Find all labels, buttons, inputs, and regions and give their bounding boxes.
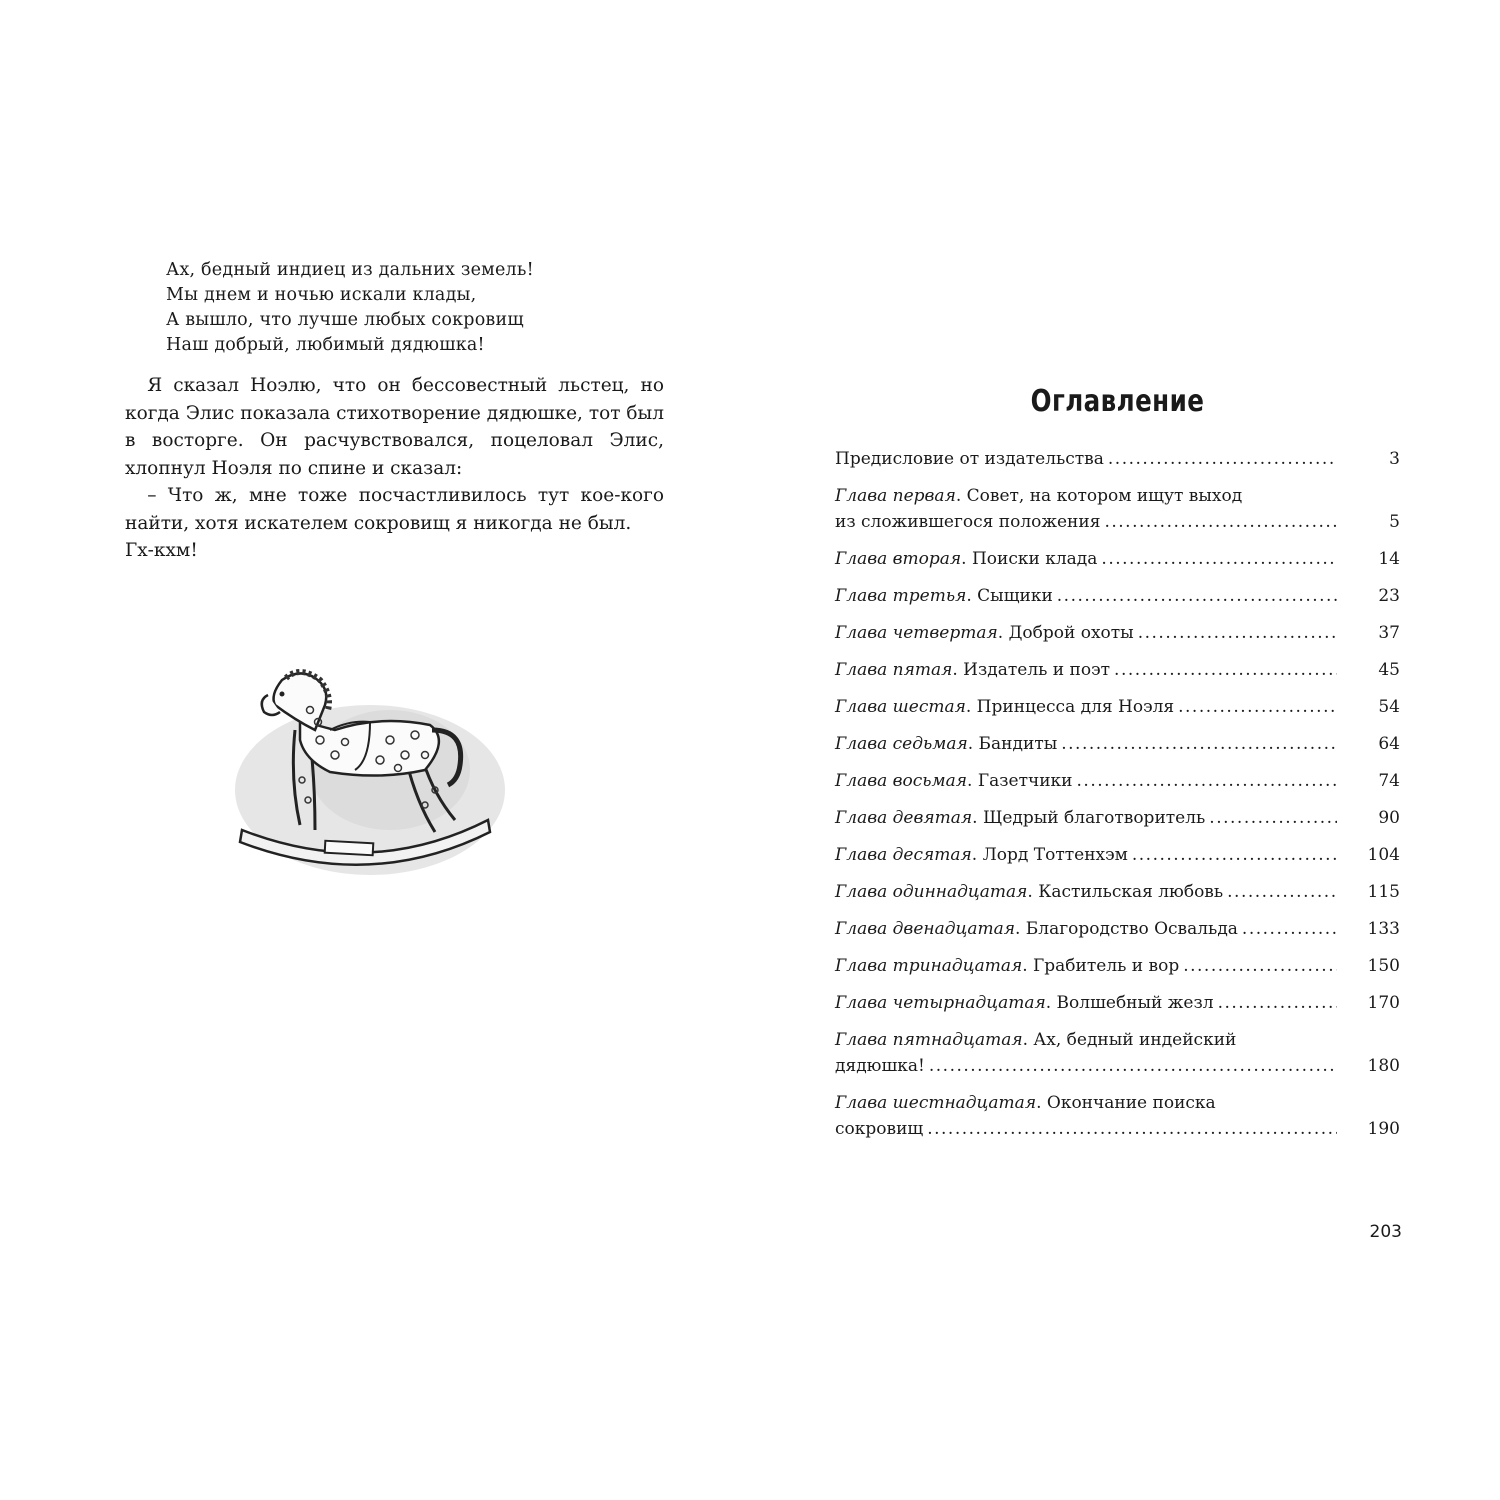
toc-entry[interactable] [835, 990, 1400, 1016]
toc-page-number: 150 [1367, 956, 1400, 976]
toc-chapter-label: Глава четвертая [835, 623, 998, 643]
poem-line: Наш добрый, любимый дядюшка! [166, 335, 485, 355]
rocking-horse-icon [220, 660, 520, 890]
toc-page-number: 74 [1378, 771, 1400, 791]
toc-entry-title: . Доброй охоты [997, 623, 1134, 643]
toc-entry-title-cont: из сложившегося положения [835, 512, 1101, 532]
paragraph: Гх-кхм! [125, 540, 198, 561]
prose-text [125, 372, 664, 565]
toc-page-number: 14 [1378, 549, 1400, 569]
toc-page-number: 190 [1367, 1119, 1400, 1139]
toc-entry[interactable] [835, 731, 1400, 757]
toc-page-number: 37 [1378, 623, 1400, 643]
toc-entry[interactable] [835, 768, 1400, 794]
toc-page-number: 5 [1389, 512, 1400, 532]
toc-chapter-label: Глава одиннадцатая [835, 882, 1028, 902]
toc-entry[interactable] [835, 805, 1400, 831]
toc-page-number: 54 [1378, 697, 1400, 717]
toc-entry[interactable] [835, 916, 1400, 942]
toc-entry-title: . Совет, на котором ищут выход [955, 486, 1243, 506]
toc-entry[interactable] [835, 546, 1400, 572]
toc-entry-title: . Принцесса для Ноэля [965, 697, 1175, 717]
toc-chapter-label: Глава шестая [835, 697, 966, 717]
toc-page-number: 3 [1389, 449, 1400, 469]
toc-page-number: 170 [1367, 993, 1400, 1013]
toc-entry[interactable] [835, 583, 1400, 609]
toc-chapter-label: Глава первая [835, 486, 956, 506]
poem [166, 258, 626, 358]
toc-entry-title: . Лорд Тоттенхэм [971, 845, 1128, 865]
toc-entry-title-cont: сокровищ [835, 1119, 924, 1139]
toc-chapter-label: Глава четырнадцатая [835, 993, 1046, 1013]
toc-entry[interactable] [835, 879, 1400, 905]
toc-entry-title: . Сыщики [966, 586, 1053, 606]
toc-entry[interactable] [835, 953, 1400, 979]
toc-page-number: 133 [1367, 919, 1400, 939]
toc-entry[interactable] [835, 694, 1400, 720]
toc-page-number: 23 [1378, 586, 1400, 606]
toc-chapter-label: Глава вторая [835, 549, 962, 569]
toc-entry-title: . Благородство Освальда [1015, 919, 1238, 939]
toc-chapter-label: Глава девятая [835, 808, 973, 828]
toc-chapter-label: Глава шестнадцатая [835, 1093, 1037, 1113]
toc-entry[interactable] [835, 620, 1400, 646]
toc-chapter-label: Глава двенадцатая [835, 919, 1015, 939]
poem-line: А вышло, что лучше любых сокровищ [166, 310, 524, 330]
paragraph: Я сказал Ноэлю, что он бессовестный льстец, но когда Элис показала стихотворение дядюшке, тот был в восторге. Он расчувствовался, поцеловал Элис, хлопнул Ноэля по спине и сказал: [125, 375, 664, 479]
page-number: 203 [1369, 1222, 1402, 1242]
toc-chapter-label: Глава десятая [835, 845, 972, 865]
toc-chapter-label: Глава третья [835, 586, 967, 606]
toc-entry-title: Предисловие от издательства [835, 449, 1104, 469]
table-of-contents [835, 446, 1400, 1153]
toc-page-number: 90 [1378, 808, 1400, 828]
toc-entry[interactable] [835, 657, 1400, 683]
toc-chapter-label: Глава седьмая [835, 734, 968, 754]
toc-page-number: 45 [1378, 660, 1400, 680]
toc-entry-title: . Бандиты [967, 734, 1058, 754]
toc-chapter-label: Глава пятая [835, 660, 953, 680]
paragraph: – Что ж, мне тоже посчастливилось тут кое-кого найти, хотя искателем сокровищ я никогда не был. [125, 485, 664, 534]
toc-chapter-label: Глава восьмая [835, 771, 968, 791]
toc-title: Оглавление [1030, 384, 1205, 419]
toc-page-number: 115 [1367, 882, 1400, 902]
toc-entry[interactable] [835, 1027, 1400, 1079]
poem-line: Мы днем и ночью искали клады, [166, 285, 477, 305]
toc-page-number: 64 [1378, 734, 1400, 754]
toc-entry[interactable] [835, 483, 1400, 535]
toc-page-number: 180 [1367, 1056, 1400, 1076]
toc-entry-title: . Волшебный жезл [1045, 993, 1214, 1013]
toc-entry-title-cont: дядюшка! [835, 1056, 925, 1076]
toc-entry-title: . Газетчики [967, 771, 1073, 791]
toc-chapter-label: Глава тринадцатая [835, 956, 1023, 976]
poem-line: Ах, бедный индиец из дальних земель! [166, 260, 534, 280]
toc-entry[interactable] [835, 842, 1400, 868]
toc-chapter-label: Глава пятнадцатая [835, 1030, 1023, 1050]
toc-page-number: 104 [1367, 845, 1400, 865]
toc-entry-title: . Ах, бедный индейский [1022, 1030, 1237, 1050]
toc-entry-title: . Поиски клада [961, 549, 1098, 569]
toc-entry[interactable] [835, 446, 1400, 472]
toc-entry-title: . Грабитель и вор [1022, 956, 1180, 976]
toc-entry-title: . Щедрый благотворитель [972, 808, 1206, 828]
toc-entry-title: . Издатель и поэт [952, 660, 1111, 680]
toc-entry[interactable] [835, 1090, 1400, 1142]
toc-entry-title: . Кастильская любовь [1027, 882, 1224, 902]
toc-entry-title: . Окончание поиска [1036, 1093, 1216, 1113]
